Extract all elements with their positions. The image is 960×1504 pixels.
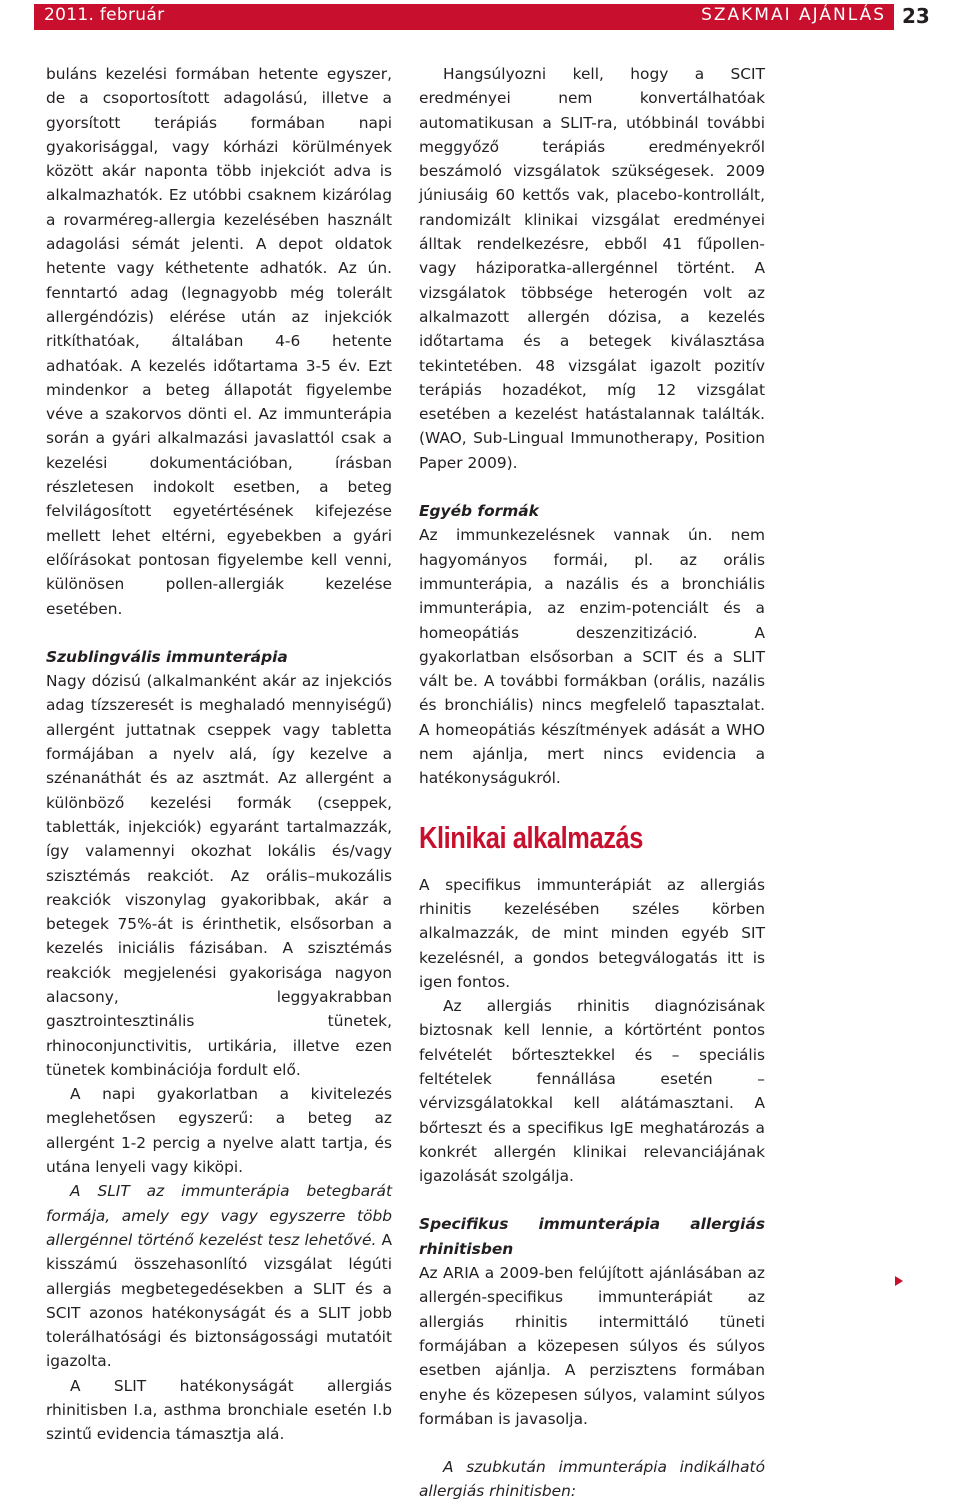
- paragraph: A specifikus immunterápiát az allergiás rhinitis kezelésében széles körben alkalmazzák, de mint minden egyéb SIT kezelésnél, a gondos betegválogatás itt is igen fontos.: [419, 875, 765, 991]
- paragraph: buláns kezelési formában hetente egyszer, de a csoportosított adagolású, illetve a gyorsított terápiás formában napi gyakorisággal, vagy kórházi körülmények között akár naponta több injekciót adva is alkalmazhatók. Ez utóbbi csaknem kizárólag a rovarméreg-allergia kezelésében használt adagolási sémát jelenti. A depot oldatok hetente vagy kéthetente adhatók. Az ún. fenntartó adag (legnagyobb még tolerált allergéndózis) elérése után az injekciók ritkíthatóak, általában 4-6 hetente adhatóak. A kezelés időtartama 3-5 év. Ezt mindenkor a beteg állapotát figyelembe véve a szakorvos dönti el. Az immunterápia során a gyári alkalmazási javaslattól csak a kezelési dokumentációban, írásban részletesen indokolt esetben, a beteg felvilágosított egyetértésének kifejezése mellett lehet eltérni, egyebekben a gyári előírásokat pontosan figyelembe kell venni, különösen pollen-allergiák kezelése esetében.: [46, 65, 392, 618]
- page-number: 23: [902, 4, 930, 28]
- paragraph: Az immunkezelésnek vannak ún. nem hagyományos formái, pl. az orális immunterápia, a nazális és a bronchiális immunterápia, az enzim-potenciált és a homeopátiás deszenzitizáció. A gyakorlatban elsősorban a SCIT és a SLIT vált be. A további formákban (orális, nazális és bronchiális) nincs megfelelő tapasztalat. A homeopátiás készítmények adását a WHO nem ajánlja, mert nincs evidencia a hatékonyságukról.: [419, 526, 765, 788]
- paragraph: Az ARIA a 2009-ben felújított ajánlásában az allergén-specifikus immunterápiát az allergiás rhinitis intermittáló tüneti formájában a közepesen súlyos és súlyos esetben ajánlja. A perzisztens formában enyhe és közepesen súlyos, valamint súlyos formában is javasolja.: [419, 1264, 765, 1428]
- paragraph-rest: A kisszámú összehasonlító vizsgálat légúti allergiás megbetegedésekben a SLIT és a SCIT azonos hatékonyságát és a SLIT jobb tolerálhatósági és biztonságossági mutatóit igazolta.: [46, 1230, 392, 1371]
- paragraph-italic: A szubkután immunterápia indikálható allergiás rhinitisben:: [419, 1458, 765, 1501]
- paragraph: [46, 1179, 392, 1373]
- section-title: SZAKMAI AJÁNLÁS: [701, 5, 886, 25]
- subheading-other-forms: Egyéb formák: [419, 502, 539, 521]
- italic-lead: A SLIT az immunterápia betegbarát formája, amely egy vagy egyszerre több allergénnel történő kezelést tesz lehetővé.: [46, 1182, 392, 1249]
- issue-date: 2011. február: [44, 5, 165, 25]
- right-column: [419, 62, 765, 1504]
- paragraph: A SLIT hatékonyságát allergiás rhinitisben I.a, asthma bronchiale esetén I.b szintű evidencia támasztja alá.: [46, 1376, 392, 1444]
- subheading-sublingual: Szublingvális immunterápia: [46, 647, 288, 666]
- paragraph: A napi gyakorlatban a kivitelezés meglehetősen egyszerű: a beteg az allergént 1-2 percig a nyelve alatt tartja, és utána lenyeli vagy kiköpi.: [46, 1085, 392, 1177]
- paragraph: Nagy dózisú (alkalmanként akár az injekciós adag tízszeresét is meghaladó mennyiségű) allergént juttatnak cseppek vagy tabletta formájában a nyelv alá, így kezelve a szénanáthát és az asztmát. Az allergént a különböző kezelési formák (cseppek, tabletták, injekciók) egyaránt tartalmazzák, így valamennyi okozhat lokális és/vagy szisztémás reakciót. Az orális–mukozális reakciók viszonylag gyakoribbak, akár a betegek 75%-át is érinthetik, elsősorban a kezelés iniciális fázisában. A szisztémás reakciók megjelenési gyakorisága nagyon alacsony, leggyakrabban gasztrointesztinális tünetek, rhinoconjunctivitis, urtikária, illetve ezen tünetek kombinációja fordult elő.: [46, 672, 392, 1079]
- subheading-specific-immunotherapy: Specifikus immunterápia allergiás rhinitisben: [419, 1215, 765, 1258]
- page-header: [0, 0, 960, 34]
- paragraph: Az allergiás rhinitis diagnózisának biztosnak kell lennie, a kórtörtént pontos felvételét bőrtesztekkel és – speciális feltételek fennállása esetén – vérvizsgálatokkal kell alátámasztani. A bőrteszt és a specifikus IgE meghatározás a konkrét allergén klinikai relevanciájának igazolását szolgálja.: [419, 997, 765, 1186]
- paragraph: Hangsúlyozni kell, hogy a SCIT eredményei nem konvertálhatóak automatikusan a SLIT-ra, utóbbinál további meggyőző terápiás eredményekről beszámoló vizsgálatok szükségesek. 2009 júniusáig 60 kettős vak, placebo-kontrollált, randomizált klinikai vizsgálat eredményei álltak rendelkezésre, ebből 41 fűpollen- vagy háziporatka-allergénnel történt. A vizsgálatok többsége heterogén volt az alkalmazott allergén dózisa, a kezelés időtartama és a betegek kiválasztása tekintetében. 48 vizsgálat igazolt pozitív terápiás hozadékot, míg 12 vizsgálat esetében a kezelést hatástalannak találták. (WAO, Sub-Lingual Immunotherapy, Position Paper 2009).: [419, 65, 765, 472]
- left-column: [46, 62, 392, 1447]
- continue-arrow-icon: [895, 1276, 903, 1286]
- section-heading: Klinikai alkalmazás: [419, 819, 643, 855]
